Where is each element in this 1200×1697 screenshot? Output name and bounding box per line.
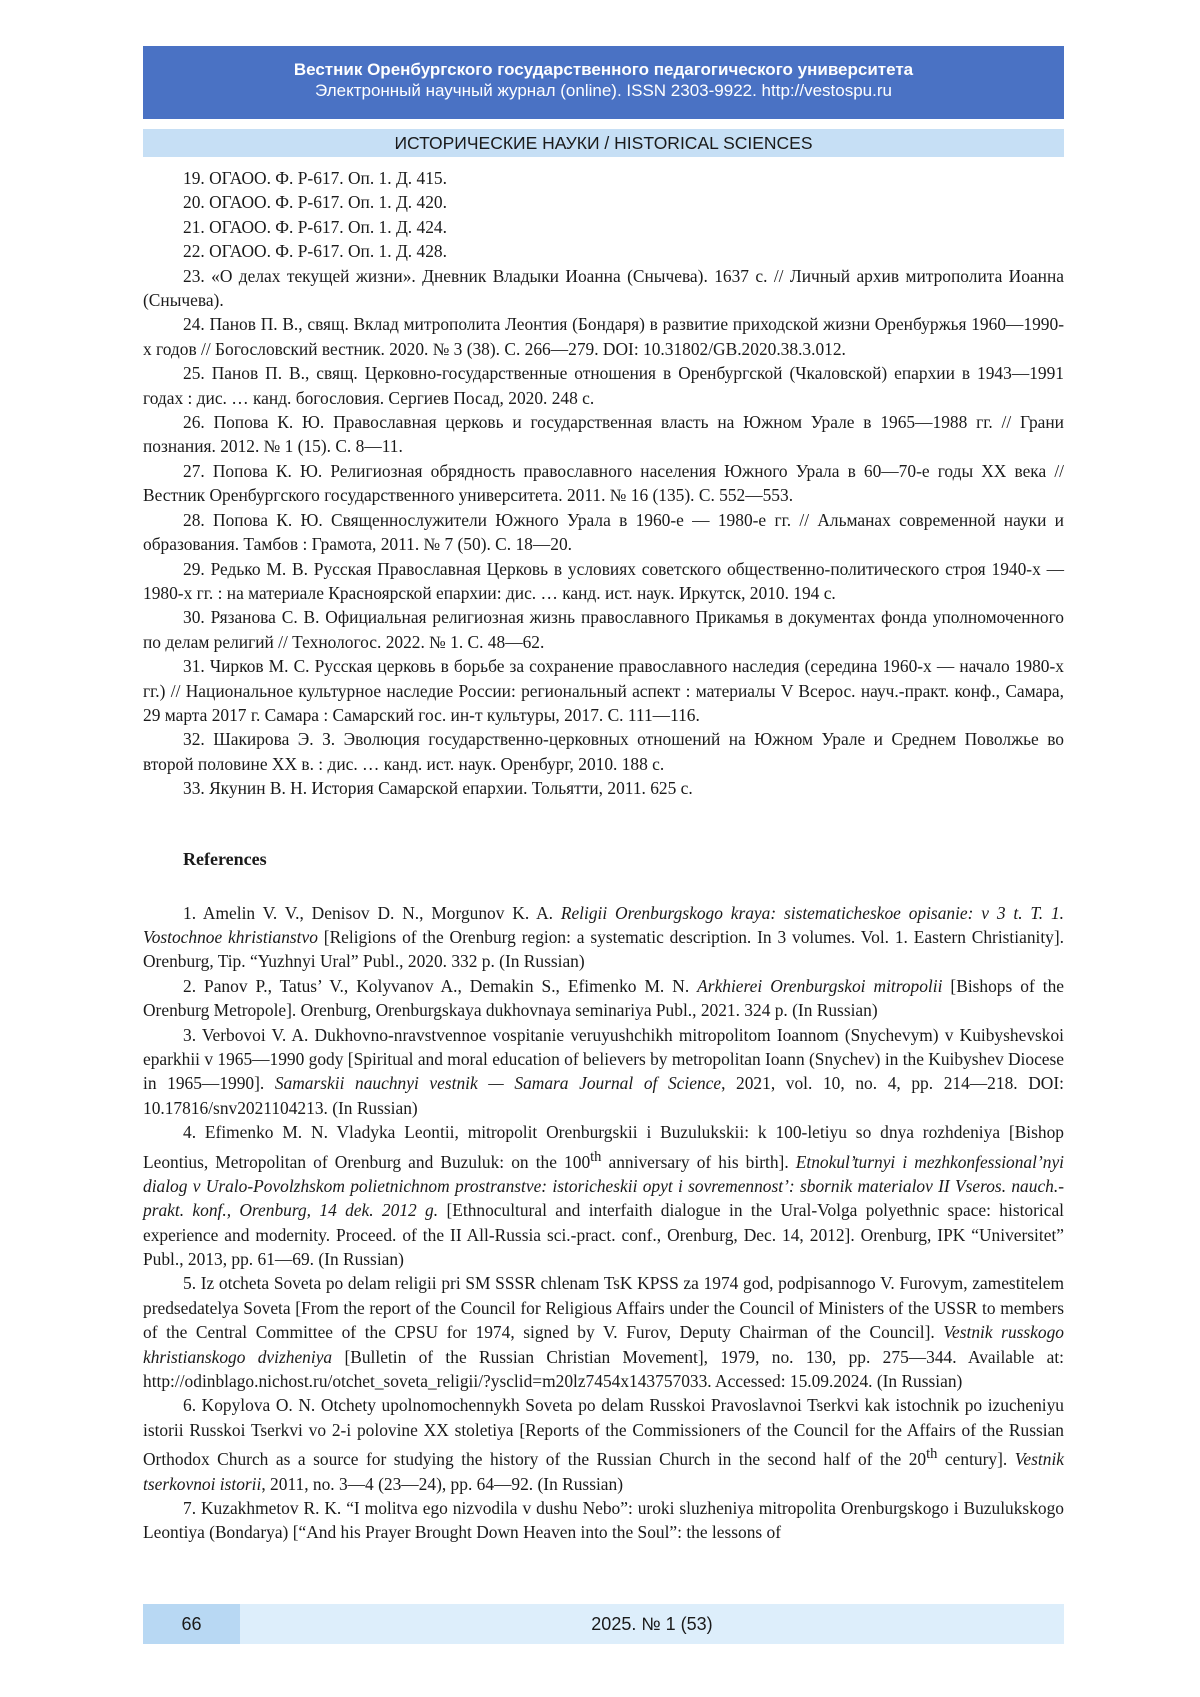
bibliography-item: 26. Попова К. Ю. Православная церковь и государственная власть на Южном Урале в 1965—1988 гг. // Грани познания. 2012. № 1 (15). С. 8—11. [143, 412, 1064, 457]
reference-item: 5. Iz otcheta Soveta po delam religii pri SM SSSR chlenam TsK KPSS za 1974 god, podpisannogo V. Furovym, zamestitelem predsedatelya Soveta [From the report of the Council for Religious Affairs under the Council of Ministers of the USSR to members of the Central Committee of the CPSU for 1974, signed by V. Furov, Deputy Chairman of the Council]. Vestnik russkogo khristianskogo dvizheniya [Bulletin of the Russian Christian Movement], 1979, no. 130, pp. 275—344. Available at: http://odinblago.nichost.ru/otchet_soveta_religii/?ysclid=m20lz7454x143757033. Accessed: 15.09.2024. (In Russian) [143, 1273, 1064, 1392]
reference-item: 2. Panov P., Tatus’ V., Kolyvanov A., Demakin S., Efimenko M. N. Arkhierei Orenburgskoi mitropolii [Bishops of the Orenburg Metropole]. Orenburg, Orenburgskaya dukhovnaya seminariya Publ., 2021. 324 p. (In Russian) [143, 975, 1064, 1021]
bibliography-item: 23. «О делах текущей жизни». Дневник Владыки Иоанна (Снычева). 1637 с. // Личный архив митрополита Иоанна (Снычева). [143, 265, 1064, 311]
journal-subtitle: Электронный научный журнал (online). ISSN 2303-9922. http://vestospu.ru [315, 81, 892, 100]
bibliography-item: 32. Шакирова Э. З. Эволюция государственно-церковных отношений на Южном Урале и Среднем Поволжье во второй половине XX в. : дис. … канд. ист. наук. Оренбург, 2010. 188 с. [143, 729, 1064, 774]
reference-item: 3. Verbovoi V. A. Dukhovno-nravstvennoe vospitanie veruyushchikh mitropolitom Ioannom (Snychevym) v Kuibyshevskoi eparkhii v 1965—1990 gody [Spiritual and moral education of believers by metropolitan Ioann (Snychev) in the Kuibyshev Diocese in 1965—1990]. Samarskii nauchnyi vestnik — Samara Journal of Science, 2021, vol. 10, no. 4, pp. 214—218. DOI: 10.17816/snv2021104213. (In Russian) [143, 1024, 1064, 1118]
bibliography-item: 22. ОГАОО. Ф. Р-617. Оп. 1. Д. 428. [183, 241, 447, 262]
reference-item: 4. Efimenko M. N. Vladyka Leontii, mitropolit Orenburgskii i Buzulukskii: k 100-letiyu so dnya rozhdeniya [Bishop Leontius, Metropolitan of Orenburg and Buzuluk: on the 100th anniversary of his birth]. Etnokul’turnyi i mezhkonfessional’nyi dialog v Uralo-Povolzhskom polietnichnom prostranstve: istoricheskii opyt i sovremennost’: sbornik materialov II Vseros. nauch.-prakt. konf., Orenburg, 14 dek. 2012 g. [Ethnocultural and interfaith dialogue in the Ural-Volga polyethnic space: historical experience and modernity. Proceed. of the II All-Russia sci.-pract. conf., Orenburg, Dec. 14, 2012]. Orenburg, IPK “Universitet” Publ., 2013, pp. 61—69. (In Russian) [143, 1122, 1065, 1270]
references-heading: References [183, 848, 267, 869]
article-body [143, 166, 1064, 1545]
references-list [143, 901, 1064, 1545]
journal-header [143, 46, 1064, 119]
bibliography-item: 24. Панов П. В., свящ. Вклад митрополита Леонтия (Бондаря) в развитие приходской жизни Оренбуржья 1960—1990-х годов // Богословский вестник. 2020. № 3 (38). С. 266—279. DOI: 10.31802/GB.2020.38.3.012. [143, 314, 1064, 359]
reference-item: 7. Kuzakhmetov R. K. “I molitva ego nizvodila v dushu Nebo”: uroki sluzheniya mitropolita Orenburgskogo i Buzulukskogo Leontiya (Bondarya) [“And his Prayer Brought Down Heaven into the Soul”: the lessons of [143, 1497, 1064, 1543]
bibliography-item: 33. Якунин В. Н. История Самарской епархии. Тольятти, 2011. 625 с. [183, 778, 693, 799]
bibliography-item: 31. Чирков М. С. Русская церковь в борьбе за сохранение православного наследия (середина 1960-х — начало 1980-х гг.) // Национальное культурное наследие России: региональный аспект : материалы V Всерос. науч.-практ. конф., Самара, 29 марта 2017 г. Самара : Самарский гос. ин-т культуры, 2017. С. 111—116. [143, 656, 1064, 725]
issue-label: 2025. № 1 (53) [591, 1614, 713, 1634]
journal-title: Вестник Оренбургского государственного педагогического университета [293, 60, 914, 79]
reference-item: 1. Amelin V. V., Denisov D. N., Morgunov K. A. Religii Orenburgskogo kraya: sistematicheskoe opisanie: v 3 t. T. 1. Vostochnoe khristianstvo [Religions of the Orenburg region: a systematic description. In 3 volumes. Vol. 1. Eastern Christianity]. Orenburg, Tip. “Yuzhnyi Ural” Publ., 2020. 332 p. (In Russian) [143, 902, 1065, 972]
section-label: ИСТОРИЧЕСКИЕ НАУКИ / HISTORICAL SCIENCES [143, 129, 1064, 157]
bibliography-item: 27. Попова К. Ю. Религиозная обрядность православного населения Южного Урала в 60—70-е годы XX века // Вестник Оренбургского государственного университета. 2011. № 16 (135). С. 552—553. [143, 460, 1064, 506]
bibliography-item: 21. ОГАОО. Ф. Р-617. Оп. 1. Д. 424. [183, 216, 447, 237]
bibliography-item: 28. Попова К. Ю. Священнослужители Южного Урала в 1960-е — 1980-е гг. // Альманах современной науки и образования. Тамбов : Грамота, 2011. № 7 (50). С. 18—20. [143, 509, 1064, 555]
reference-item: 6. Kopylova O. N. Otchety upolnomochennykh Soveta po delam Russkoi Pravoslavnoi Tserkvi kak istochnik po izucheniyu istorii Russkoi Tserkvi vo 2-i polovine XX stoletiya [Reports of the Commissioners of the Council for the Affairs of the Russian Orthodox Church as a source for studying the history of the Russian Church in the second half of the 20th century]. Vestnik tserkovnoi istorii, 2011, no. 3—4 (23—24), pp. 64—92. (In Russian) [143, 1395, 1064, 1494]
bibliography-list [143, 166, 1064, 801]
bibliography-item: 29. Редько М. В. Русская Православная Церковь в условиях советского общественно-политического строя 1940-х — 1980-х гг. : на материале Красноярской епархии: дис. … канд. ист. наук. Иркутск, 2010. 194 с. [143, 558, 1064, 603]
page-number: 66 [143, 1604, 240, 1644]
bibliography-item: 30. Рязанова С. В. Официальная религиозная жизнь православного Прикамья в документах фонда уполномоченного по делам религий // Технологос. 2022. № 1. С. 48—62. [143, 607, 1064, 652]
bibliography-item: 20. ОГАОО. Ф. Р-617. Оп. 1. Д. 420. [183, 192, 447, 213]
bibliography-item: 25. Панов П. В., свящ. Церковно-государственные отношения в Оренбургской (Чкаловской) епархии в 1943—1991 годах : дис. … канд. богословия. Сергиев Посад, 2020. 248 с. [143, 363, 1064, 408]
bibliography-item: 19. ОГАОО. Ф. Р-617. Оп. 1. Д. 415. [183, 168, 447, 188]
